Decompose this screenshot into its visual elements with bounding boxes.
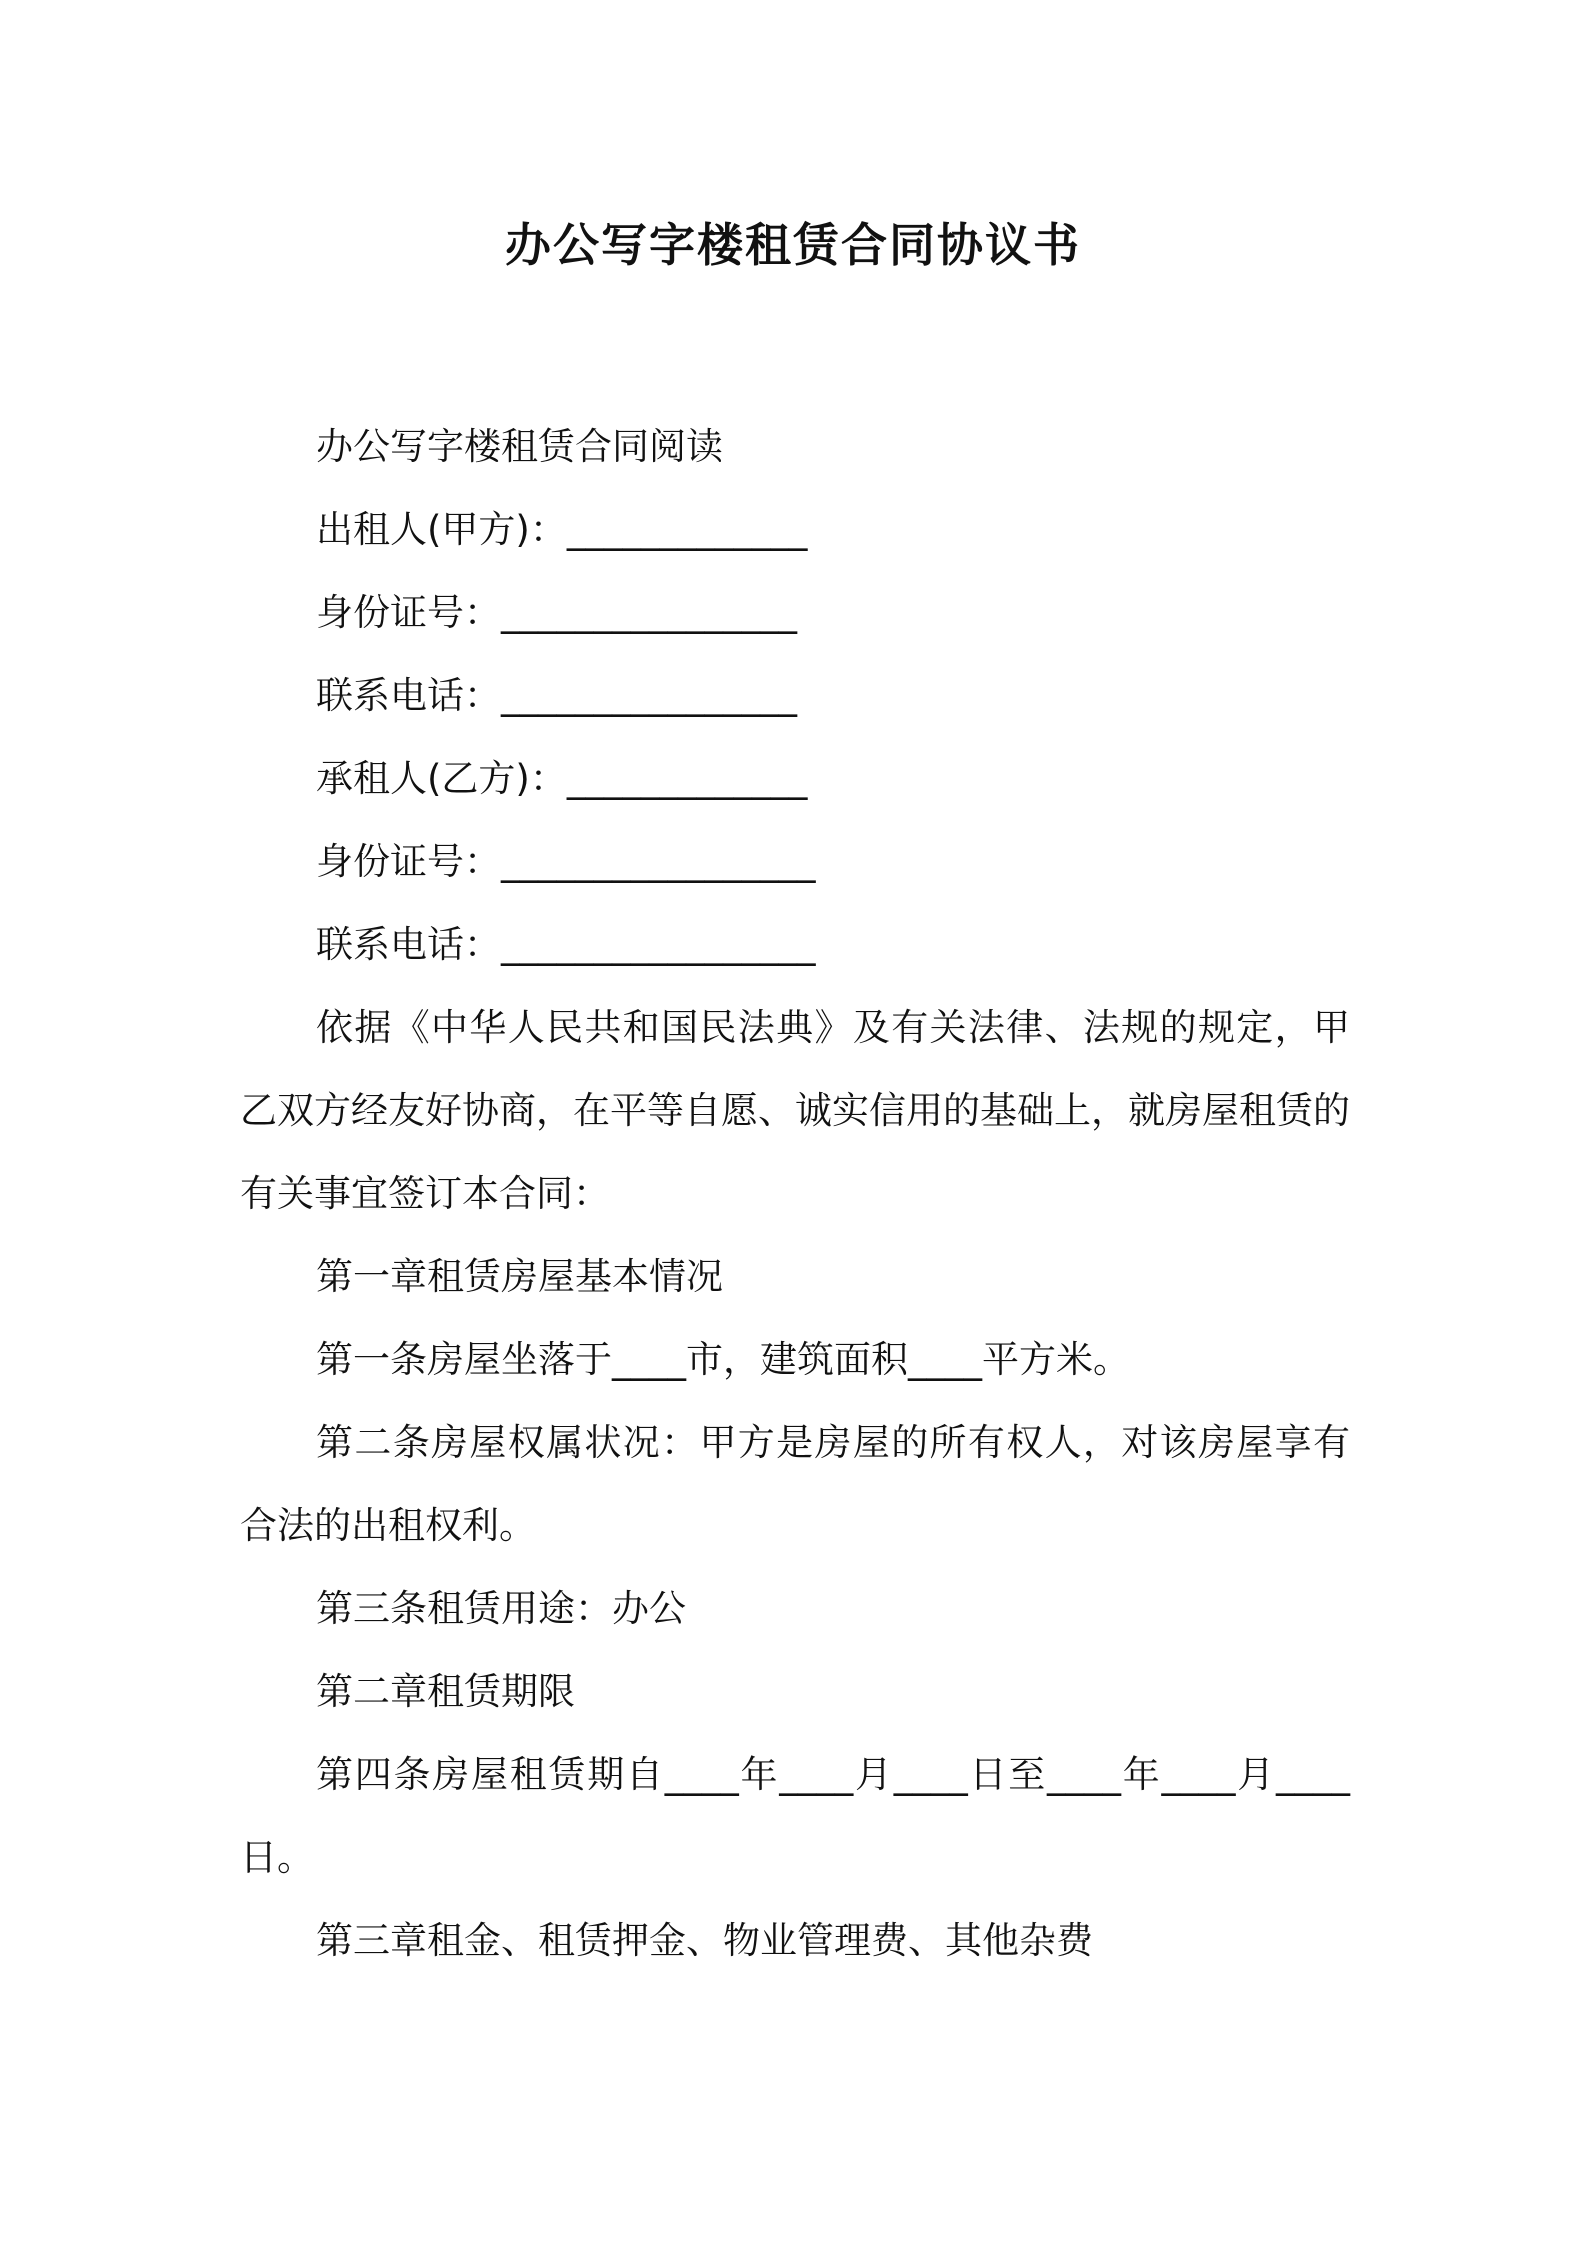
paragraph-lessor-id: 身份证号：________________	[316, 591, 797, 634]
document-title: 办公写字楼租赁合同协议书	[505, 218, 1081, 272]
paragraph-lessee: 承租人(乙方)：_____________	[316, 757, 808, 800]
paragraph-intro: 办公写字楼租赁合同阅读	[316, 425, 723, 468]
article-4: 第四条房屋租赁期自____年____月____日至____年____月____日。	[240, 1753, 1350, 1879]
paragraph-lessee-phone: 联系电话：_________________	[316, 923, 816, 966]
article-2: 第二条房屋权属状况：甲方是房屋的所有权人，对该房屋享有合法的出租权利。	[240, 1421, 1350, 1547]
article-1: 第一条房屋坐落于____市，建筑面积____平方米。	[316, 1338, 1130, 1381]
paragraph-lessor-phone: 联系电话：________________	[316, 674, 797, 717]
paragraph-lessor: 出租人(甲方)：_____________	[316, 508, 808, 551]
chapter-2-heading: 第二章租赁期限	[316, 1670, 575, 1713]
chapter-1-heading: 第一章租赁房屋基本情况	[316, 1255, 723, 1298]
paragraph-preamble: 依据《中华人民共和国民法典》及有关法律、法规的规定，甲乙双方经友好协商，在平等自愿、诚实信用的基础上，就房屋租赁的有关事宜签订本合同：	[240, 1006, 1350, 1215]
chapter-3-heading: 第三章租金、租赁押金、物业管理费、其他杂费	[316, 1919, 1093, 1962]
paragraph-lessee-id: 身份证号：_________________	[316, 840, 816, 883]
document-body	[240, 405, 1350, 1982]
article-3: 第三条租赁用途：办公	[316, 1587, 686, 1630]
